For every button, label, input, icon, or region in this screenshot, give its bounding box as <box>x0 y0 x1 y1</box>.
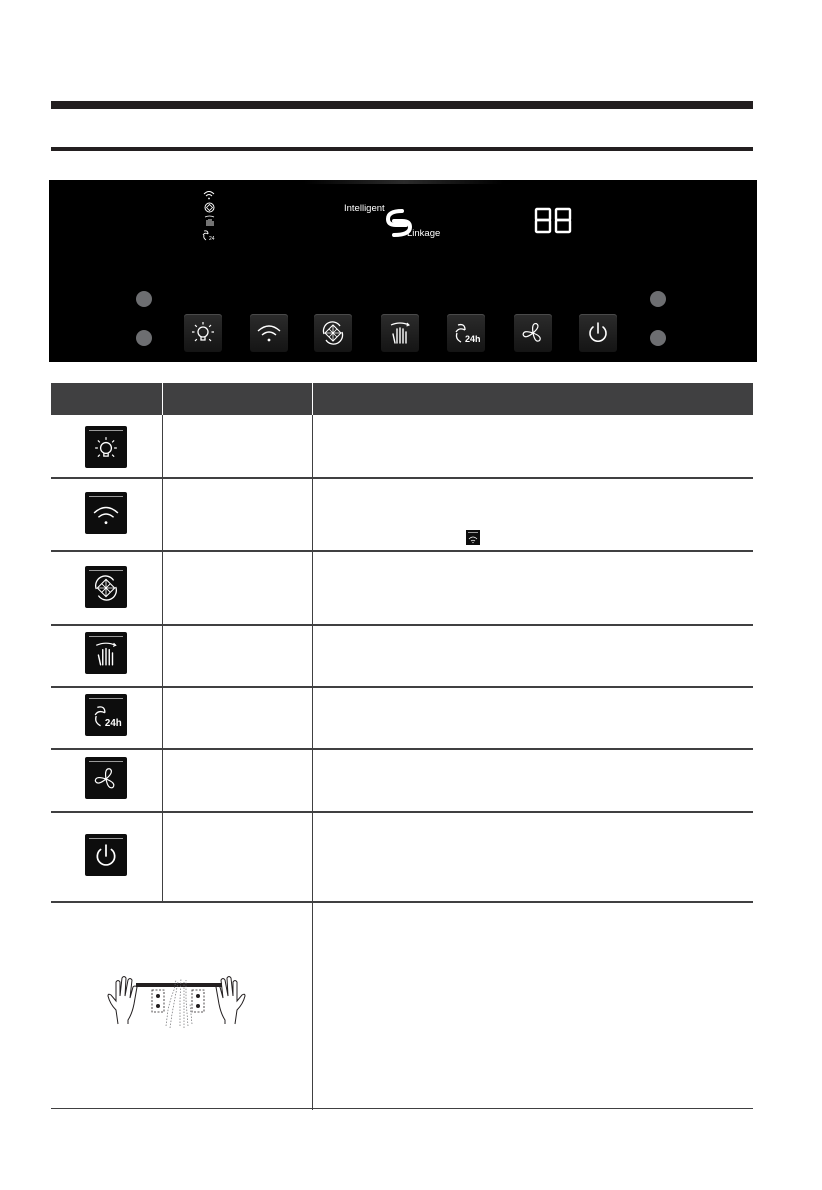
row-divider <box>51 1108 753 1109</box>
indicator-led-left-top <box>136 291 152 307</box>
logo-text-top: Intelligent <box>344 203 385 214</box>
top-rule <box>51 101 753 109</box>
column-divider <box>162 415 163 902</box>
header-col-icon <box>51 383 162 415</box>
sensor-left <box>152 990 164 1012</box>
wifi-icon <box>466 530 480 545</box>
power-icon <box>93 843 119 869</box>
row-divider <box>51 811 753 813</box>
table-row-fan-24h <box>85 694 127 736</box>
light-icon <box>93 435 119 461</box>
light-button[interactable] <box>184 314 222 352</box>
fan-icon <box>521 321 545 345</box>
row-divider <box>51 477 753 479</box>
indicator-led-right-bottom <box>650 330 666 346</box>
section-rule <box>51 147 753 151</box>
fan-24h-icon <box>93 703 122 729</box>
wifi-button[interactable] <box>250 314 288 352</box>
hand-gesture-illustration <box>104 970 249 1030</box>
fan-button[interactable] <box>514 314 552 352</box>
indicator-led-right-top <box>650 291 666 307</box>
filter-icon <box>204 202 215 213</box>
logo-text-bottom: Linkage <box>407 228 441 239</box>
fan-24h-icon <box>202 229 216 241</box>
row-divider <box>51 624 753 626</box>
row-divider <box>51 550 753 552</box>
panel-highlight <box>304 180 504 184</box>
row-divider <box>51 901 753 903</box>
filter-icon <box>321 321 345 345</box>
intelligent-linkage-logo <box>344 201 454 243</box>
table-row-fan <box>85 757 127 799</box>
control-panel <box>49 180 757 362</box>
digital-display <box>534 207 574 240</box>
fan-24h-icon <box>454 321 481 345</box>
row-divider <box>51 748 753 750</box>
power-button[interactable] <box>579 314 617 352</box>
gesture-button[interactable] <box>381 314 419 352</box>
table-header <box>51 383 753 415</box>
fan-icon <box>93 766 119 792</box>
device-top-bar <box>136 983 222 987</box>
power-icon <box>586 321 610 345</box>
svg-text:24h: 24h <box>465 334 481 344</box>
filter-icon <box>93 575 119 601</box>
gesture-icon <box>204 215 215 227</box>
header-col-description <box>312 383 754 415</box>
left-hand-icon <box>108 977 137 1025</box>
table-row-light <box>85 426 127 468</box>
table-row-power <box>85 834 127 876</box>
svg-text:24h: 24h <box>104 717 122 729</box>
wifi-icon <box>93 501 119 527</box>
table-row-filter <box>85 566 127 608</box>
indicator-led-left-bottom <box>136 330 152 346</box>
header-col-name <box>162 383 313 415</box>
light-icon <box>191 321 215 345</box>
wifi-icon <box>203 190 215 200</box>
gesture-icon <box>388 321 412 345</box>
status-indicators <box>199 190 219 254</box>
sensor-right <box>192 990 204 1012</box>
table-row-gesture <box>85 632 127 674</box>
wifi-indicator-inline <box>466 530 480 545</box>
row-divider <box>51 686 753 688</box>
gesture-icon <box>93 641 119 667</box>
table-row-wifi <box>85 492 127 534</box>
filter-button[interactable] <box>314 314 352 352</box>
svg-text:24: 24 <box>209 236 215 242</box>
fan-24h-button[interactable] <box>447 314 485 352</box>
column-divider <box>312 415 313 1110</box>
wifi-icon <box>257 321 281 345</box>
